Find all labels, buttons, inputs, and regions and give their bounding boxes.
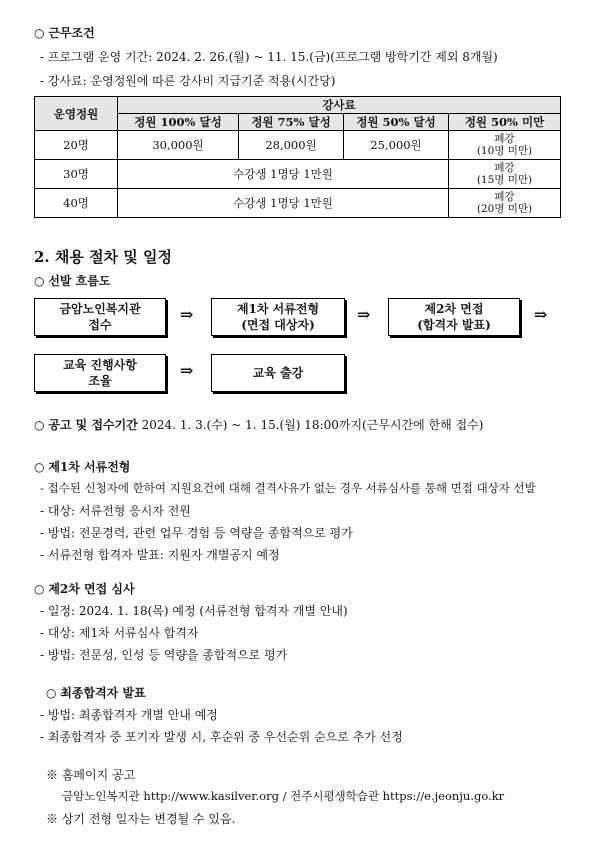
list-item: - 최종합격자 중 포기자 발생 시, 후순위 중 우선순위 순으로 추가 선정 (40, 730, 403, 744)
screen1-heading: ○ 제1차 서류전형 (34, 460, 131, 474)
col-quota-header: 운영정원 (35, 97, 118, 131)
list-item: - 대상: 서류전형 응시자 전원 (40, 504, 191, 518)
sub-header-under-50: 정원 50% 미만 (449, 114, 561, 131)
change-note: ※ 상기 전형 일자는 변경될 수 있음. (46, 812, 236, 826)
sub-header-50: 정원 50% 달성 (344, 114, 449, 131)
work-line-fee: - 강사료: 운영정원에 따른 강사비 지급기준 적용(시간당) (40, 74, 336, 88)
bullet-circle-icon: ○ (46, 686, 57, 700)
flow-arrow: ⇒ (180, 361, 194, 380)
flow-step-document: 제1차 서류전형 (면접 대상자) (211, 298, 345, 336)
final-heading: ○ 최종합격자 발표 (46, 686, 146, 700)
homepage-links: 금암노인복지관 http://www.kasilver.org / 전주시평생학습관 https://e.jeonju.go.kr (62, 789, 505, 803)
homepage-heading: ※ 홈페이지 공고 (46, 768, 136, 782)
bullet-circle-icon: ○ (34, 26, 45, 40)
section-title: 2. 채용 절차 및 일정 (34, 248, 172, 266)
bullet-circle-icon: ○ (34, 274, 45, 288)
flow-arrow: ⇒ (534, 305, 548, 324)
fee-table (34, 96, 561, 218)
list-item: - 일정: 2024. 1. 18(목) 예정 (서류전형 합격자 개별 안내) (40, 604, 348, 618)
flow-step-reception: 금암노인복지관 접수 (34, 298, 166, 336)
work-line-period: - 프로그램 운영 기간: 2024. 2. 26.(월) ~ 11. 15.(금)(프로그램 방학기간 제외 8개월) (40, 50, 498, 64)
list-item: - 방법: 최종합격자 개별 안내 예정 (40, 708, 218, 722)
list-item: - 대상: 제1차 서류심사 합격자 (40, 626, 199, 640)
bullet-circle-icon: ○ (34, 460, 45, 474)
work-heading: ○ 근무조건 (34, 26, 95, 40)
flow-step-schedule: 교육 진행사항 조율 (34, 354, 166, 392)
sub-header-75: 정원 75% 달성 (239, 114, 344, 131)
table-row: 40명 수강생 1명당 1만원 폐강 (20명 미만) (35, 189, 561, 218)
bullet-circle-icon: ○ (34, 582, 45, 596)
list-item: - 방법: 전문경력, 관련 업무 경험 등 역량을 종합적으로 평가 (40, 526, 353, 540)
flow-arrow: ⇒ (357, 305, 371, 324)
list-item: - 서류전형 합격자 발표: 지원자 개별공지 예정 (40, 548, 280, 562)
screen2-heading: ○ 제2차 면접 심사 (34, 582, 135, 596)
flow-step-lecture: 교육 출강 (211, 354, 345, 392)
list-item: - 접수된 신청자에 한하여 지원요건에 대해 결격사유가 없는 경우 서류심사를 통해 면접 대상자 선발 (40, 481, 536, 495)
flow-heading: ○ 선발 흐름도 (34, 274, 111, 288)
list-item: - 방법: 전문성, 인성 등 역량을 종합적으로 평가 (40, 648, 288, 662)
table-row: 30명 수강생 1명당 1만원 폐강 (15명 미만) (35, 160, 561, 189)
bullet-circle-icon: ○ (34, 418, 45, 432)
sub-header-100: 정원 100% 달성 (118, 114, 239, 131)
flow-arrow: ⇒ (180, 305, 194, 324)
flow-step-interview: 제2차 면접 (합격자 발표) (388, 298, 520, 336)
notice-period: ○ 공고 및 접수기간 2024. 1. 3.(수) ~ 1. 15.(월) 18:00까지(근무시간에 한해 접수) (34, 418, 484, 432)
col-fee-header: 강사료 (118, 97, 561, 114)
table-row: 20명 30,000원 28,000원 25,000원 폐강 (10명 미만) (35, 131, 561, 160)
